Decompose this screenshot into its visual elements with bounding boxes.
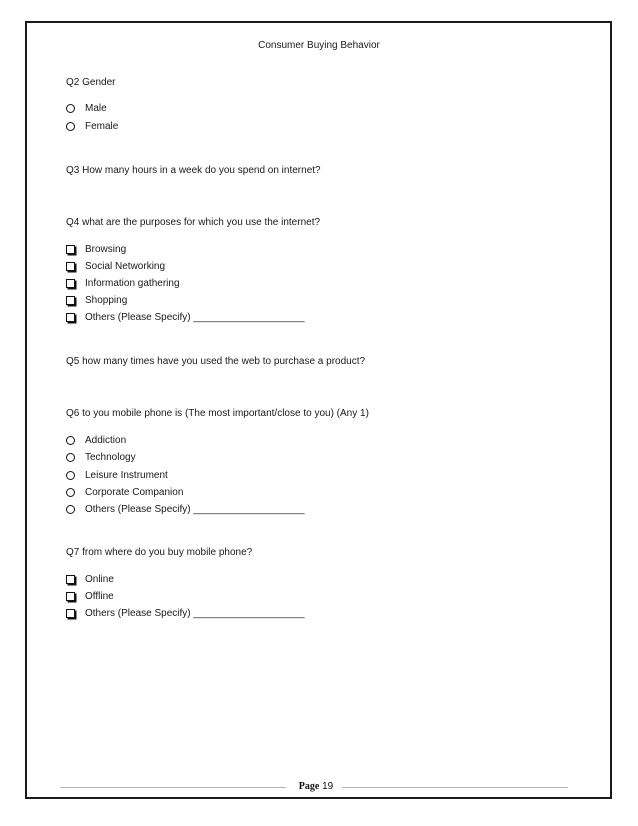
option-label: Addiction [85, 435, 127, 446]
option-female[interactable] [66, 120, 118, 134]
checkbox-icon[interactable] [66, 296, 75, 305]
page-word: Page [298, 781, 320, 792]
option-label: Online [85, 574, 114, 585]
option-browsing[interactable] [66, 243, 126, 257]
footer-divider-right [342, 787, 568, 788]
option-label: Male [85, 103, 107, 114]
option-leisure-instrument[interactable] [66, 469, 168, 483]
option-others-specify[interactable] [66, 503, 305, 517]
checkbox-icon[interactable] [66, 245, 75, 254]
radio-icon[interactable] [66, 453, 75, 462]
option-label: Shopping [85, 295, 128, 306]
checkbox-icon[interactable] [66, 592, 75, 601]
radio-icon[interactable] [66, 471, 75, 480]
footer-page-number [288, 781, 344, 792]
option-information-gathering[interactable] [66, 277, 180, 291]
checkbox-icon[interactable] [66, 575, 75, 584]
option-label: Corporate Companion [85, 487, 184, 498]
page-number-value: 19 [322, 781, 334, 792]
radio-icon[interactable] [66, 122, 75, 131]
option-online[interactable] [66, 573, 114, 587]
radio-icon[interactable] [66, 505, 75, 514]
option-offline[interactable] [66, 590, 114, 604]
option-corporate-companion[interactable] [66, 486, 183, 500]
option-shopping[interactable] [66, 294, 127, 308]
footer-divider-left [60, 787, 286, 788]
checkbox-icon[interactable] [66, 262, 75, 271]
question-q2: Q2 Gender [66, 77, 116, 88]
question-q7: Q7 from where do you buy mobile phone? [66, 547, 253, 558]
option-label: Others (Please Specify) ____________________ [85, 312, 305, 323]
option-label: Social Networking [85, 261, 166, 272]
option-label: Others (Please Specify) ____________________ [85, 608, 305, 619]
checkbox-icon[interactable] [66, 609, 75, 618]
option-label: Browsing [85, 244, 127, 255]
page-header-title: Consumer Buying Behavior [258, 40, 380, 51]
option-label: Female [85, 121, 119, 132]
option-addiction[interactable] [66, 434, 126, 448]
option-male[interactable] [66, 102, 107, 116]
question-q4: Q4 what are the purposes for which you use the internet? [66, 217, 321, 228]
checkbox-icon[interactable] [66, 313, 75, 322]
option-label: Technology [85, 452, 136, 463]
radio-icon[interactable] [66, 488, 75, 497]
checkbox-icon[interactable] [66, 279, 75, 288]
option-others-specify[interactable] [66, 311, 305, 325]
option-others-specify[interactable] [66, 607, 305, 621]
question-q6: Q6 to you mobile phone is (The most important/close to you) (Any 1) [66, 408, 369, 419]
option-label: Others (Please Specify) ____________________ [85, 504, 305, 515]
option-social-networking[interactable] [66, 260, 165, 274]
option-label: Offline [85, 591, 114, 602]
radio-icon[interactable] [66, 436, 75, 445]
radio-icon[interactable] [66, 104, 75, 113]
option-technology[interactable] [66, 451, 136, 465]
question-q5: Q5 how many times have you used the web to purchase a product? [66, 356, 366, 367]
question-q3: Q3 How many hours in a week do you spend on internet? [66, 165, 321, 176]
option-label: Leisure Instrument [85, 470, 168, 481]
option-label: Information gathering [85, 278, 180, 289]
